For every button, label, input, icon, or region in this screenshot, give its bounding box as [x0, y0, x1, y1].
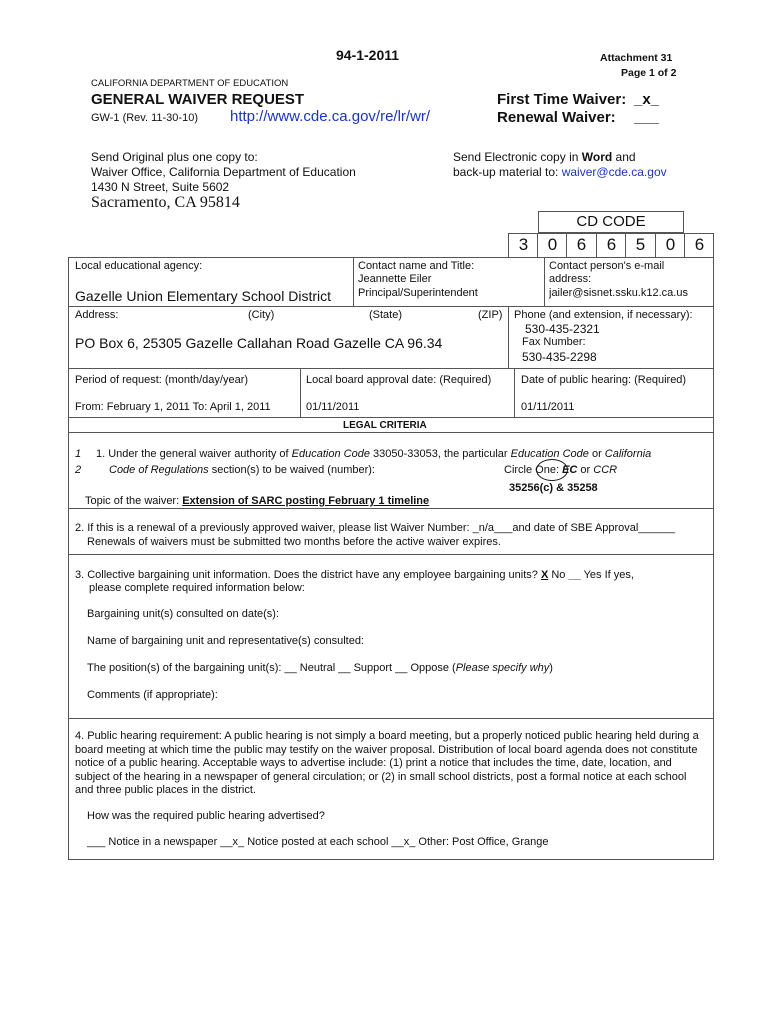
cd-code-digit: 0	[665, 235, 676, 254]
phone-label: Phone (and extension, if necessary):	[514, 309, 693, 321]
mailing-instruction: Send Original plus one copy to:	[91, 150, 258, 164]
item3-text: 3. Collective bargaining unit information. Does the district have any employee bargaining units? X No __ Yes If yes,	[75, 569, 634, 581]
mailing-city: Sacramento, CA 95814	[91, 194, 240, 211]
city-label: (City)	[248, 309, 275, 321]
form-title: GENERAL WAIVER REQUEST	[91, 91, 305, 108]
page-number: Page 1 of 2	[621, 67, 677, 79]
item1-text: 1. Under the general waiver authority of Education Code 33050-33053, the particular Education Code or California	[96, 448, 652, 460]
item4-question: How was the required public hearing advertised?	[87, 810, 325, 822]
board-approval-label: Local board approval date: (Required)	[306, 374, 492, 386]
board-approval-value: 01/11/2011	[306, 401, 360, 413]
circle-one: Circle One: EC or CCR	[504, 464, 618, 476]
email-value: jailer@sisnet.ssku.k12.ca.us	[549, 287, 688, 299]
period-value: From: February 1, 2011 To: April 1, 2011	[75, 401, 271, 413]
period-label: Period of request: (month/day/year)	[75, 374, 249, 386]
item4-text: 4. Public hearing requirement: A public hearing is not simply a board meeting, but a properly noticed public hearing held during a board meeting at which time the public may testify on the waiver proposal. Distribution of local board agenda does not constitute notice of a public hearing. Acceptable ways to advertise include: (1) print a notice that includes the time, date, location, and subject of the hearing in a newspaper of general circulation; or (2) in small school districts, post a formal notice at each school and three public places in the district.	[75, 730, 699, 796]
waiver-topic: Topic of the waiver: Extension of SARC posting February 1 timeline	[85, 495, 430, 507]
item2-text: 2. If this is a renewal of a previously approved waiver, please list Waiver Number: _n/a___and date of SBE Approval______	[75, 522, 676, 534]
email-label-2: address:	[549, 273, 592, 285]
contact-title: Principal/Superintendent	[358, 287, 478, 299]
code-sections: 35256(c) & 35258	[509, 482, 598, 494]
zip-label: (ZIP)	[478, 309, 503, 321]
cd-code-digit: 6	[576, 235, 587, 254]
cd-code-label: CD CODE	[576, 213, 646, 230]
renewal-waiver-label: Renewal Waiver:	[497, 109, 616, 126]
item3-bargaining-name: Name of bargaining unit and representative(s) consulted:	[87, 635, 364, 647]
item3-line2: please complete required information below:	[89, 582, 305, 594]
address-label: Address:	[75, 309, 119, 321]
address-value: PO Box 6, 25305 Gazelle Callahan Road Gazelle CA 96.34	[75, 335, 443, 351]
cd-code-digit: 3	[518, 235, 529, 254]
public-hearing-value: 01/11/2011	[521, 401, 575, 413]
item3-comments: Comments (if appropriate):	[87, 689, 218, 701]
backup-material-instruction: back-up material to: waiver@cde.ca.gov	[453, 165, 667, 179]
mailing-office: Waiver Office, California Department of Education	[91, 165, 356, 179]
item-number: 1	[75, 448, 82, 460]
item4-options: ___ Notice in a newspaper __x_ Notice posted at each school __x_ Other: Post Office, Grange	[87, 836, 549, 848]
waiver-url-link[interactable]: http://www.cde.ca.gov/re/lr/wr/	[230, 108, 431, 125]
legal-criteria-heading: LEGAL CRITERIA	[343, 420, 427, 431]
first-time-waiver-value: _x_	[634, 91, 660, 108]
public-hearing-label: Date of public hearing: (Required)	[521, 374, 687, 386]
renewal-waiver-value: ___	[634, 109, 660, 126]
cd-code-digit: 5	[635, 235, 646, 254]
cd-code-digit: 6	[694, 235, 705, 254]
phone-value: 530-435-2321	[525, 322, 600, 336]
lea-value: Gazelle Union Elementary School District	[75, 288, 331, 304]
state-label: (State)	[369, 309, 403, 321]
ec-circle-mark	[536, 459, 568, 481]
cd-code-label-box	[538, 211, 684, 233]
item3-position: The position(s) of the bargaining unit(s): __ Neutral __ Support __ Oppose (Please specify why)	[87, 662, 553, 674]
mailing-street: 1430 N Street, Suite 5602	[91, 180, 230, 194]
item3-consulted: Bargaining unit(s) consulted on date(s):	[87, 608, 279, 620]
department-name: CALIFORNIA DEPARTMENT OF EDUCATION	[91, 78, 289, 89]
contact-label: Contact name and Title:	[358, 260, 475, 272]
first-time-waiver-label: First Time Waiver:	[497, 91, 627, 108]
form-code: GW-1 (Rev. 11-30-10)	[91, 112, 198, 124]
cd-code-digit: 0	[547, 235, 558, 254]
electronic-copy-instruction: Send Electronic copy in Word and	[453, 150, 636, 164]
waiver-email-link[interactable]: waiver@cde.ca.gov	[561, 165, 667, 179]
document-number: 94-1-2011	[336, 47, 400, 63]
lea-label: Local educational agency:	[75, 260, 203, 272]
item1-text-line2: Code of Regulations section(s) to be waived (number):	[109, 464, 375, 476]
fax-label: Fax Number:	[522, 336, 586, 348]
attachment-label: Attachment 31	[600, 52, 673, 64]
item-number: 2	[75, 464, 82, 476]
fax-value: 530-435-2298	[522, 350, 597, 364]
email-label: Contact person's e-mail	[549, 260, 665, 272]
cd-code-digit: 6	[606, 235, 617, 254]
item2-note: Renewals of waivers must be submitted two months before the active waiver expires.	[87, 536, 501, 548]
contact-name: Jeannette Eiler	[358, 273, 432, 285]
